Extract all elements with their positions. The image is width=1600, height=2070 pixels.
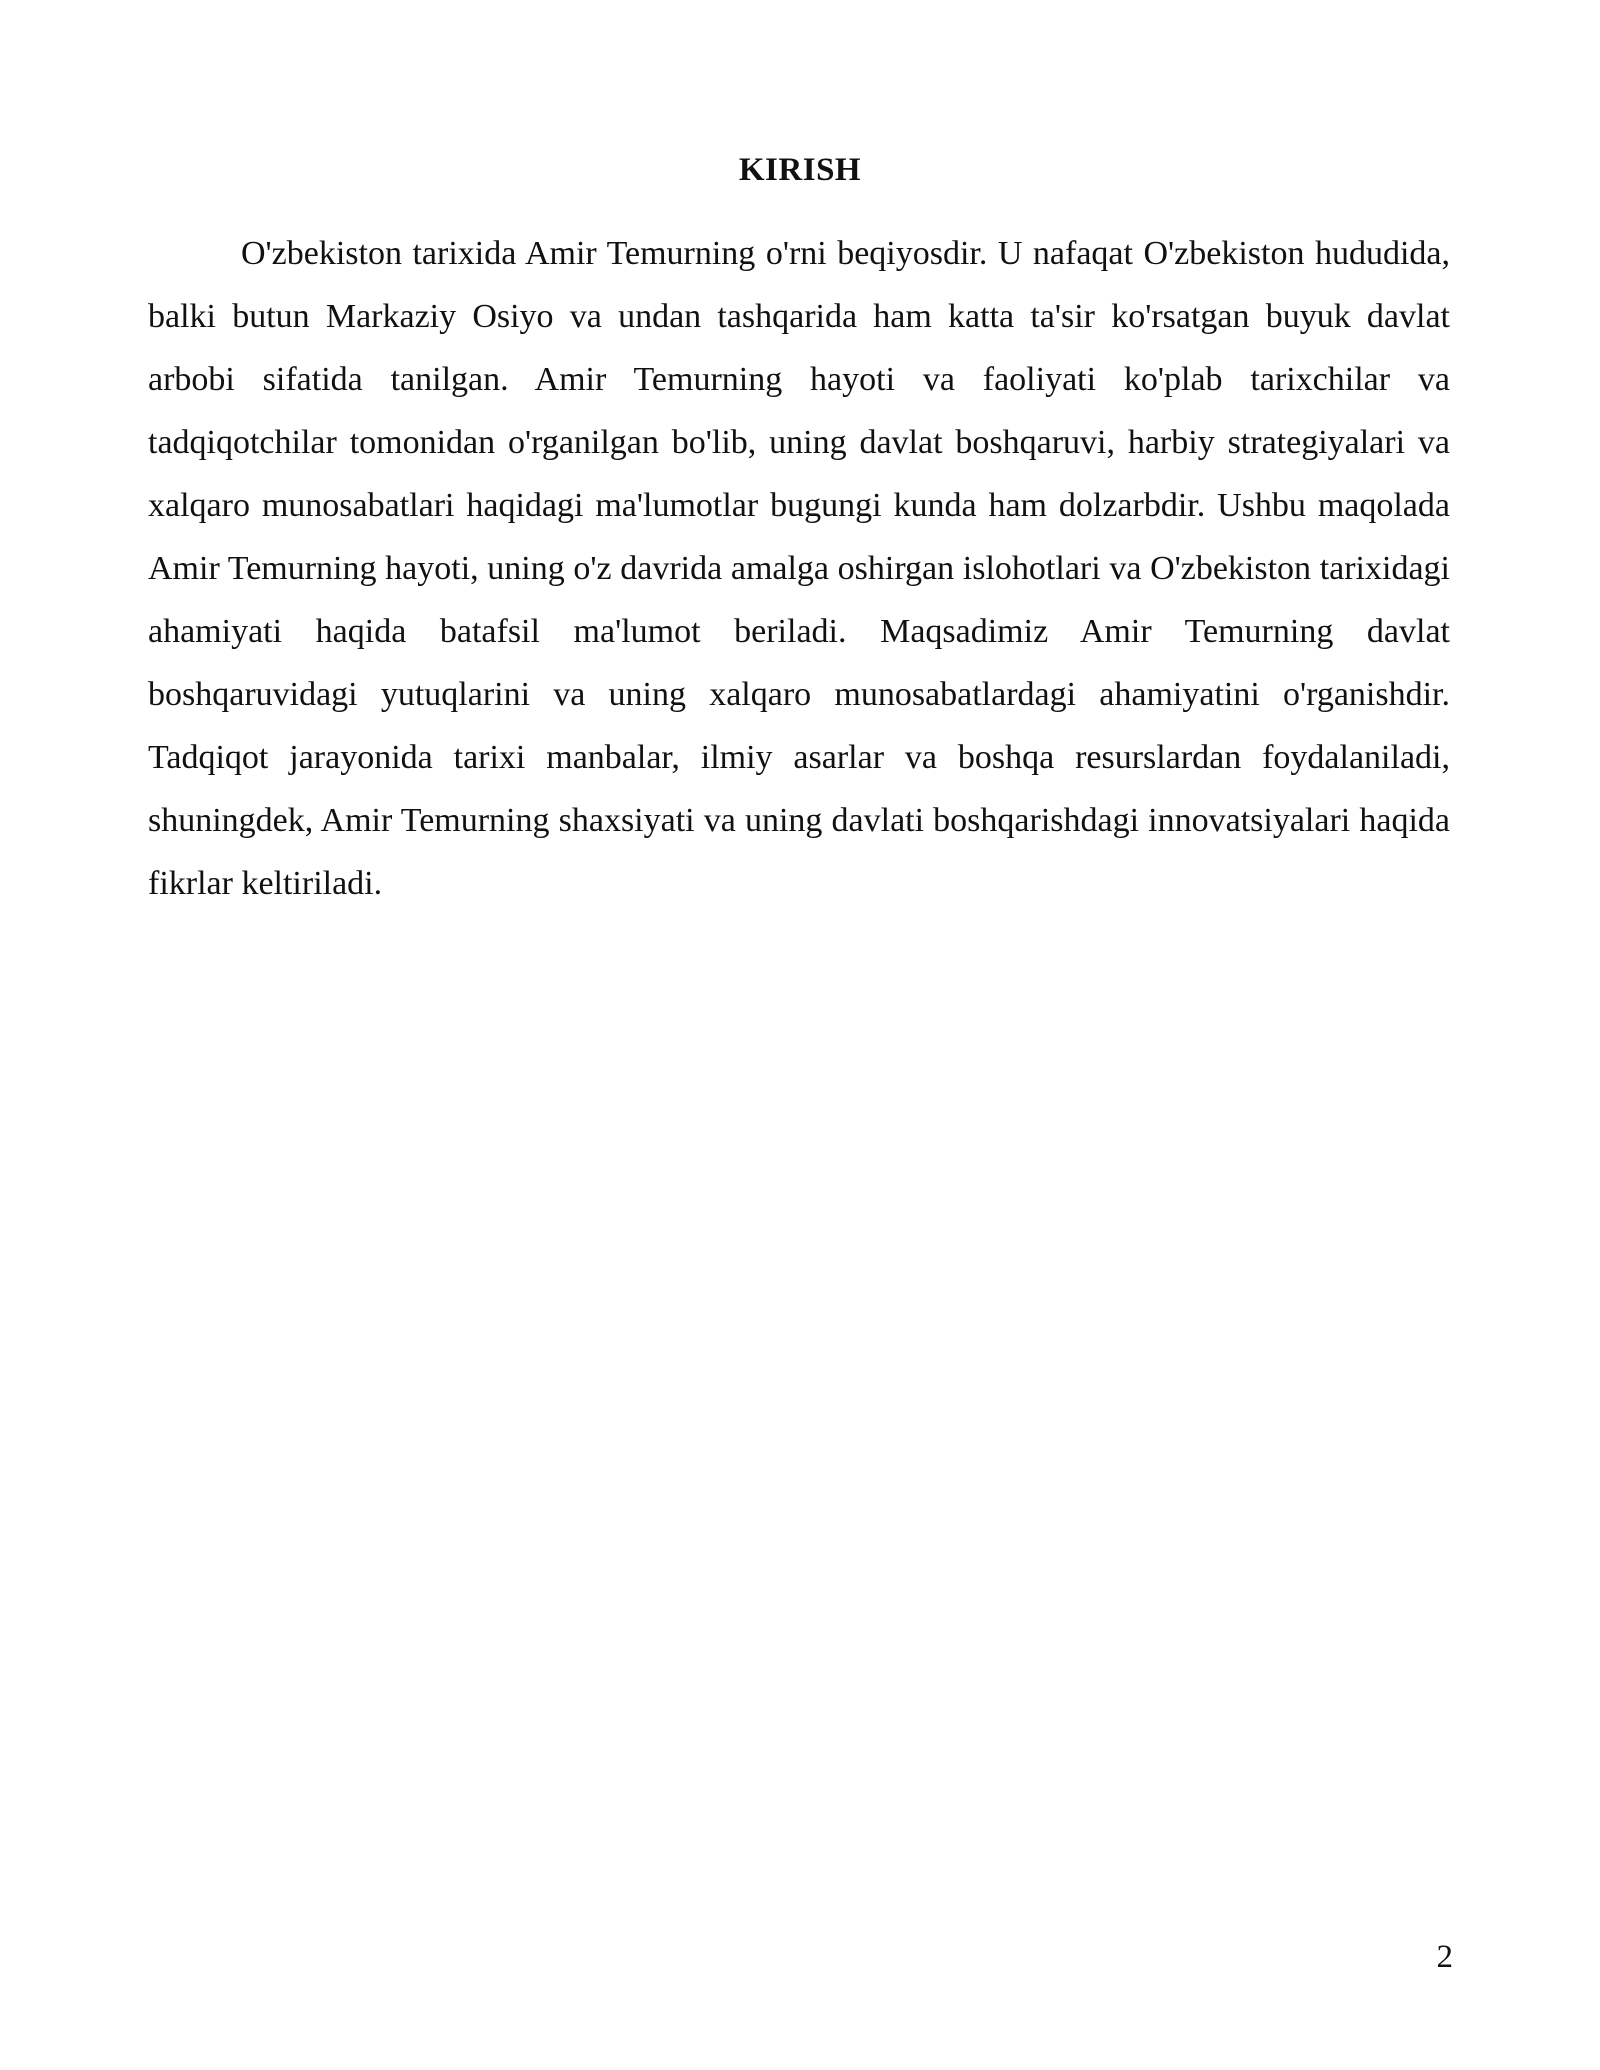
body-paragraph: O'zbekiston tarixida Amir Temurning o'rni beqiyosdir. U nafaqat O'zbekiston hududida, balki butun Markaziy Osiyo va undan tashqarida ham katta ta'sir ko'rsatgan buyuk davlat arbobi sifatida tanilgan. Amir Temurning hayoti va faoliyati ko'plab tarixchilar va tadqiqotchilar tomonidan o'rganilgan bo'lib, uning davlat boshqaruvi, harbiy strategiyalari va xalqaro munosabatlari haqidagi ma'lumotlar bugungi kunda ham dolzarbdir. Ushbu maqolada Amir Temurning hayoti, uning o'z davrida amalga oshirgan islohotlari va O'zbekiston tarixidagi ahamiyati haqida batafsil ma'lumot beriladi. Maqsadimiz Amir Temurning davlat boshqaruvidagi yutuqlarini va uning xalqaro munosabatlardagi ahamiyatini o'rganishdir. Tadqiqot jarayonida tarixi manbalar, ilmiy asarlar va boshqa resurslardan foydalaniladi, shuningdek, Amir Temurning shaxsiyati va uning davlati boshqarishdagi innovatsiyalari haqida fikrlar keltiriladi. — [148, 235, 1450, 902]
page-number: 2 — [1436, 1939, 1453, 1975]
section-heading: KIRISH — [738, 152, 862, 188]
